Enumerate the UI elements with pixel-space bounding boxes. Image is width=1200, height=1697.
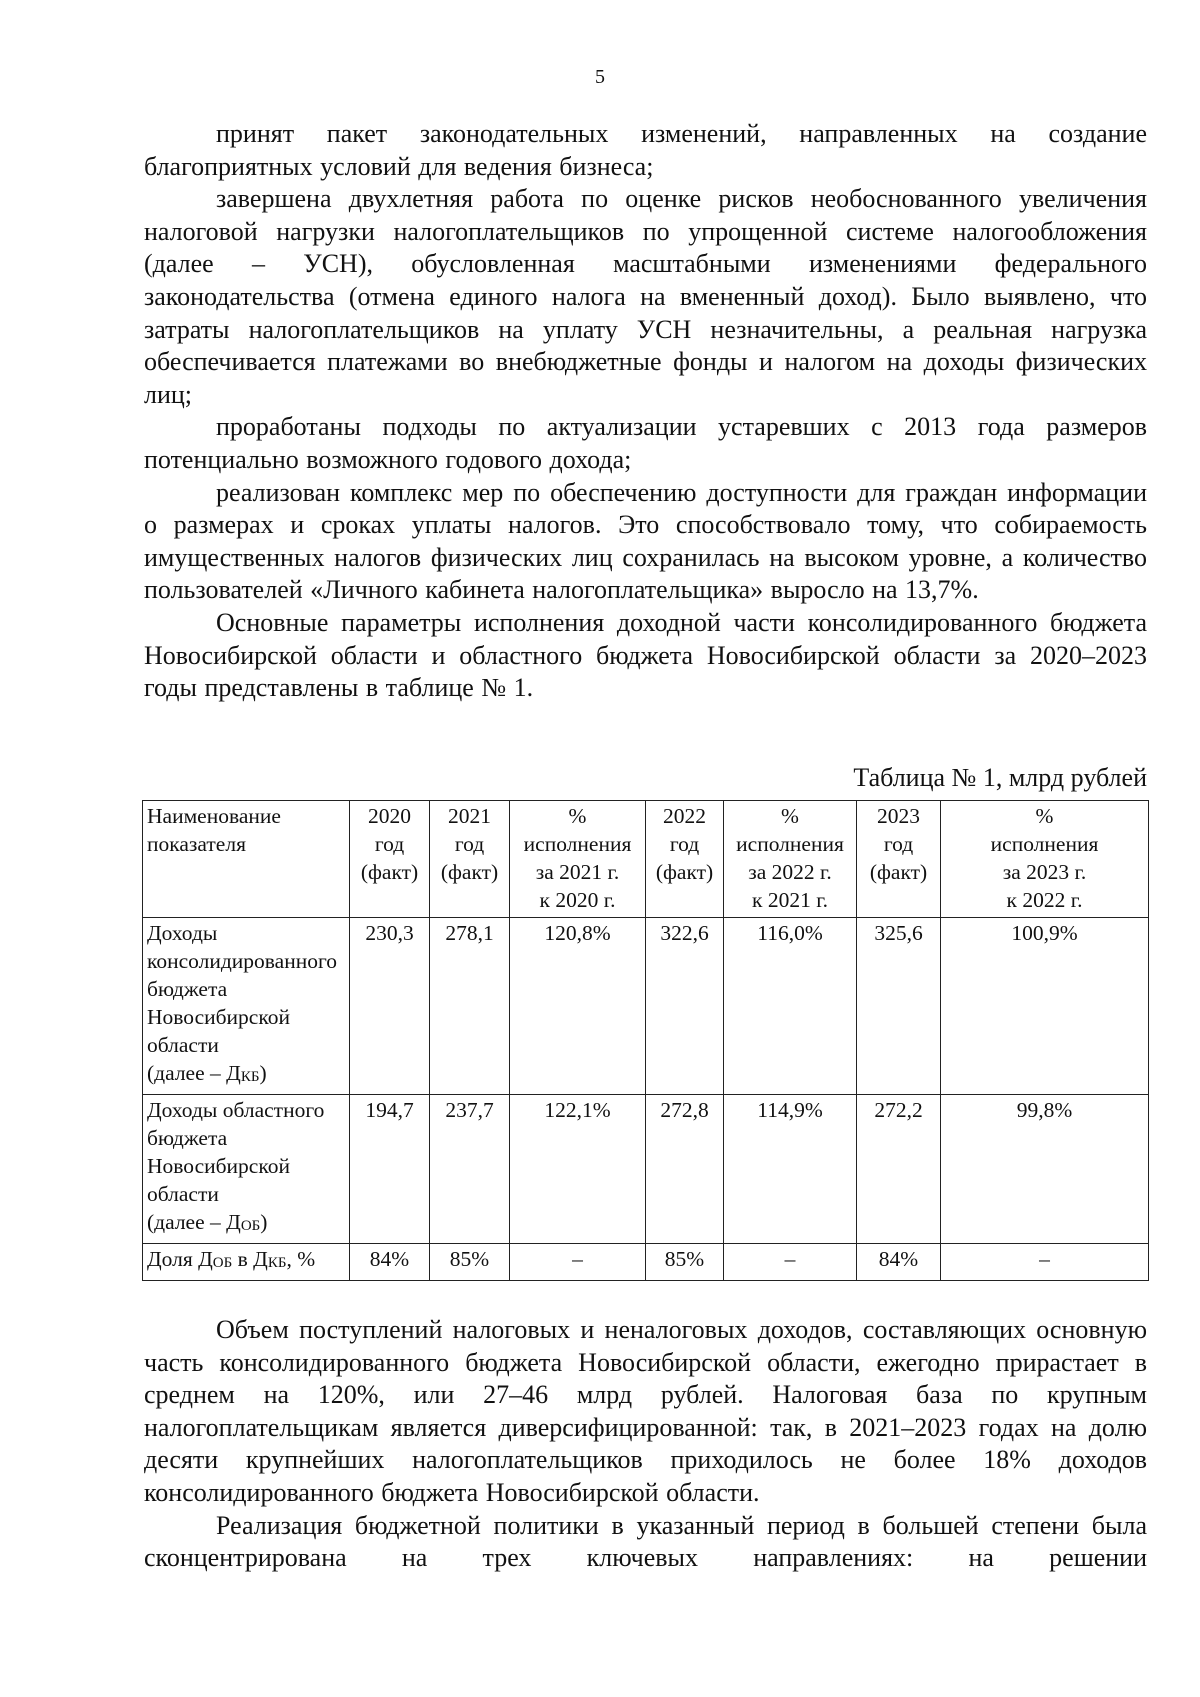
row-name-subscript: КБ — [240, 1069, 260, 1085]
table-row-regional-revenue — [143, 1095, 1149, 1244]
table-cell: 84% — [350, 1244, 430, 1281]
header-cell-pct-2022 — [724, 801, 857, 918]
table-row-consolidated-revenue — [143, 918, 1149, 1095]
table-header-row — [143, 801, 1149, 918]
header-line: 2022 — [663, 804, 706, 828]
row-name-line: Новосибирской — [147, 1005, 290, 1029]
header-line: % — [1035, 804, 1054, 828]
paragraph: реализован комплекс мер по обеспечению доступности для граждан информации о размерах и сроках уплаты налогов. Это способствовало тому, что собираемость имущественных налогов физических лиц сохранилась на высоком уровне, а количество пользователей «Личного кабинета налогоплательщика» выросло на 13,7%. — [144, 477, 1147, 605]
header-line: исполнения — [523, 832, 632, 856]
paragraph: принят пакет законодательных изменений, направленных на создание благоприятных условий для ведения бизнеса; — [144, 119, 1147, 181]
paragraph: Реализация бюджетной политики в указанный период в большей степени была сконцентрирована на трех ключевых направлениях: на решении — [144, 1510, 1147, 1573]
row-name-line: консолидированного — [147, 949, 338, 973]
header-line: показателя — [147, 832, 246, 856]
header-cell-name — [143, 801, 350, 918]
header-line: 2021 — [448, 804, 491, 828]
table-cell: – — [724, 1244, 857, 1281]
header-line: за 2021 г. — [535, 860, 620, 884]
header-line: к 2020 г. — [539, 888, 616, 912]
table-cell: 100,9% — [941, 918, 1149, 1095]
row-name-line: области — [147, 1033, 219, 1057]
header-line: исполнения — [736, 832, 844, 856]
header-line: (факт) — [360, 860, 419, 884]
table-cell: 278,1 — [430, 918, 510, 1095]
table-cell: 114,9% — [724, 1095, 857, 1244]
table-cell: 85% — [430, 1244, 510, 1281]
header-cell-2023 — [857, 801, 941, 918]
header-line: Наименование — [147, 804, 281, 828]
page-number: 5 — [595, 66, 605, 88]
row-name-line — [147, 1208, 345, 1240]
header-line: (факт) — [869, 860, 928, 884]
header-line: к 2022 г. — [1006, 888, 1083, 912]
table-row-share — [143, 1244, 1149, 1281]
table-cell: 322,6 — [646, 918, 724, 1095]
table-caption: Таблица № 1, млрд рублей — [853, 763, 1147, 792]
row-name-line: области — [147, 1182, 219, 1206]
header-line: за 2022 г. — [748, 860, 832, 884]
table-cell: 237,7 — [430, 1095, 510, 1244]
table-cell: 230,3 — [350, 918, 430, 1095]
header-cell-2021 — [430, 801, 510, 918]
row-name-tail: (далее – Д — [147, 1210, 241, 1234]
paragraph: Основные параметры исполнения доходной части консолидированного бюджета Новосибирской области и областного бюджета Новосибирской области за 2020–2023 годы представлены в таблице № 1. — [144, 607, 1147, 703]
table-cell: 122,1% — [510, 1095, 646, 1244]
row-name-line: Новосибирской — [147, 1154, 290, 1178]
header-line: 2020 — [368, 804, 411, 828]
header-line: исполнения — [990, 832, 1099, 856]
table-cell: 272,2 — [857, 1095, 941, 1244]
row-name-end: ) — [259, 1061, 267, 1085]
table-cell: – — [510, 1244, 646, 1281]
header-line: год — [669, 832, 700, 856]
table-cell: 272,8 — [646, 1095, 724, 1244]
header-line: (факт) — [440, 860, 499, 884]
share-mid: в Д — [232, 1247, 268, 1271]
header-line: за 2023 г. — [1002, 860, 1087, 884]
header-line: год — [374, 832, 405, 856]
body-text-top — [144, 118, 1147, 705]
header-cell-2022 — [646, 801, 724, 918]
header-line: % — [568, 804, 587, 828]
row-name-subscript: ОБ — [240, 1218, 261, 1234]
header-line: год — [883, 832, 914, 856]
body-text-bottom — [144, 1314, 1147, 1575]
row-name-line: бюджета — [147, 1126, 228, 1150]
share-subscript-kb: КБ — [267, 1255, 287, 1271]
table-cell: 194,7 — [350, 1095, 430, 1244]
table-cell: 84% — [857, 1244, 941, 1281]
table-cell: 116,0% — [724, 918, 857, 1095]
paragraph: Объем поступлений налоговых и неналоговых доходов, составляющих основную часть консолидированного бюджета Новосибирской области, ежегодно прирастает в среднем на 120%, или 27–46 млрд рублей. Налоговая база по крупным налогоплательщикам является диверсифицированной: так, в 2021–2023 годах на долю десяти крупнейших налогоплательщиков приходилось не более 18% доходов консолидированного бюджета Новосибирской области. — [144, 1315, 1147, 1507]
table-cell: 85% — [646, 1244, 724, 1281]
header-line: 2023 — [877, 804, 920, 828]
row-name-line: Доходы — [147, 921, 218, 945]
header-cell-pct-2023 — [941, 801, 1149, 918]
header-cell-2020 — [350, 801, 430, 918]
header-line: % — [781, 804, 799, 828]
row-name-tail: (далее – Д — [147, 1061, 241, 1085]
row-name-cell — [143, 1244, 350, 1281]
table-cell: – — [941, 1244, 1149, 1281]
paragraph: проработаны подходы по актуализации устаревших с 2013 года размеров потенциально возможного годового дохода; — [144, 412, 1147, 474]
revenue-table — [142, 800, 1149, 1281]
share-subscript-ob: ОБ — [212, 1255, 233, 1271]
row-name-cell — [143, 918, 350, 1095]
row-name-cell — [143, 1095, 350, 1244]
row-name-line — [147, 1059, 345, 1091]
table-cell: 325,6 — [857, 918, 941, 1095]
table-cell: 120,8% — [510, 918, 646, 1095]
row-name-line: бюджета — [147, 977, 228, 1001]
paragraph: завершена двухлетняя работа по оценке рисков необоснованного увеличения налоговой нагрузки налогоплательщиков по упрощенной системе налогообложения (далее – УСН), обусловленная масштабными изменениями федерального законодательства (отмена единого налога на вмененный доход). Было выявлено, что затраты налогоплательщиков на уплату УСН незначительны, а реальная нагрузка обеспечивается платежами во внебюджетные фонды и налогом на доходы физических лиц; — [144, 184, 1147, 409]
header-line: год — [454, 832, 485, 856]
header-cell-pct-2021 — [510, 801, 646, 918]
header-line: (факт) — [655, 860, 714, 884]
row-name-end: ) — [260, 1210, 268, 1234]
share-suffix: , % — [286, 1247, 316, 1271]
table-cell: 99,8% — [941, 1095, 1149, 1244]
share-prefix: Доля Д — [147, 1247, 213, 1271]
row-name-line: Доходы областного — [147, 1098, 325, 1122]
header-line: к 2021 г. — [752, 888, 828, 912]
